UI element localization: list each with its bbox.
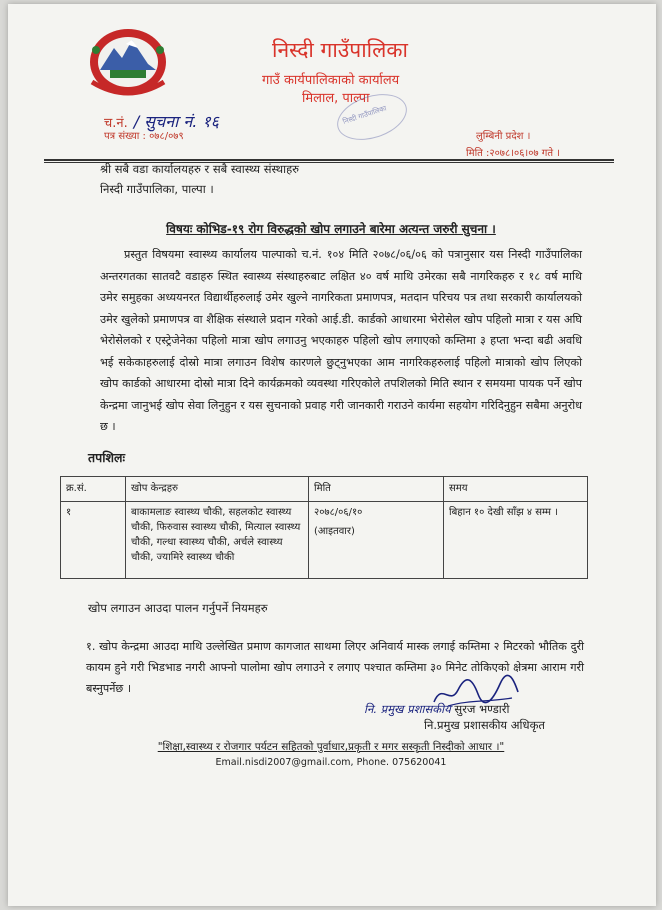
- chalani-handwritten: / सुचना नं. १६: [133, 112, 220, 131]
- contact-info: Email.nisdi2007@gmail.com, Phone. 075620041: [215, 757, 447, 768]
- header-divider: [44, 159, 614, 161]
- stamp-text: निस्दी गाउँपालिका: [341, 104, 388, 126]
- vaccination-schedule-table: [60, 476, 588, 579]
- recipient-line-1: श्री सबै वडा कार्यालयहरु र सबै स्वास्थ्य संस्थाहरु: [100, 162, 300, 176]
- recipient-line-2: निस्दी गाउँपालिका, पाल्पा ।: [100, 182, 214, 196]
- cell-time: बिहान १० देखी साँझ ४ सम्म ।: [444, 502, 588, 579]
- cell-date-value: २०७८/०६/१०: [314, 507, 363, 518]
- col-header-centers: खोप केन्द्रहरु: [126, 477, 309, 502]
- col-header-time: समय: [444, 477, 588, 502]
- office-subtitle: गाउँ कार्यपालिकाको कार्यालय: [262, 73, 400, 88]
- body-text: प्रस्तुत विषयमा स्वास्थ्य कार्यालय पाल्पाको च.नं. १०४ मिति २०७८/०६/०६ को पत्रानुसार यस निस्दी गाउँपालिका अन्तरगतका सातवटै वडाहरु स्थित स्वास्थ्य संस्थाहरुबाट लक्षित ४० वर्ष माथि उमेरका सबै नागरिकहरु र १८ वर्ष माथि उमेर समुहका अध्ययनरत विद्यार्थीहरुलाई उमेर खुल्ने नागरिकता प्रमाणपत्र, मतदान परिचय पत्र तथा सरकारी कार्यालयको उमेर खुलेको प्रमाणपत्र वा शैक्षिक संस्थाले प्रदान गरेको आई.डी. कार्डको आधारमा भेरोसेल खोप पहिलो मात्रा र यस अघि भेरोसेलको र एस्ट्रेजेनेका पहिलो मात्रा खोप लगाउनु भएकाहरु पहिलो खोप लगाएको कम्तिमा ३ हप्ता भन्दा बढी अवधि भई सकेकाहरुलाई दोस्रो मात्रा लगाउन विशेष कारणले छुट्नुभएका आम नागरिकहरुलाई पहिलो मात्राको खोप लिएको खोप कार्डको आधारमा दोस्रो मात्रा दिने कार्यक्रमको व्यवस्था गरिएकोले तपशिलको मिति स्थान र समयमा पायक पर्ने खोप केन्द्रमा जानुभई खोप सेवा लिनुहुन र यस सुचनाको प्रवाह गरी जानकारी गराउने कार्यमा सहयोग गरिदिनुहुन सबैमा अनुरोध छ ।: [100, 248, 582, 433]
- body-paragraph: [100, 244, 582, 438]
- letter-number: पत्र संख्या : ०७८/०७९: [104, 131, 184, 142]
- tapsil-heading: तपशिलः: [88, 450, 125, 465]
- cell-date-day: (आइतवार): [314, 526, 355, 537]
- col-header-sn: क्र.सं.: [61, 477, 126, 502]
- municipality-title: निस्दी गाउँपालिका: [272, 38, 408, 62]
- subject-line: विषयः कोभिड-१९ रोग विरुद्धको खोप लगाउने बारेमा अत्यन्त जरुरी सुचना ।: [166, 222, 496, 236]
- signatory-title: नि.प्रमुख प्रशासकीय अधिकृत: [424, 718, 545, 732]
- signature-handwritten: नि. प्रमुख प्रशासकीय: [364, 702, 451, 716]
- signatory-name: सुरज भण्डारी: [454, 702, 510, 716]
- table-header-row: [61, 477, 588, 502]
- chalani-label: च.नं.: [104, 116, 128, 131]
- signatory-line: [364, 702, 509, 717]
- rule-item: १. खोप केन्द्रमा आउदा माथि उल्लेखित प्रमाण कागजात साथमा लिएर अनिवार्य मास्क लगाई कम्तिमा २ मिटरको भौतिक दुरी कायम हुने गरी भिडभाड नगरी आफ्नो पालोमा खोप लगाउने र लगाए पश्चात कम्तिमा ३० मिनेट तोकिएको क्षेत्रमा आराम गरी बस्नुपर्नेछ ।: [86, 640, 584, 695]
- province-label: लुम्बिनी प्रदेश ।: [476, 131, 531, 142]
- nepal-emblem-icon: [86, 22, 170, 100]
- cell-date: [309, 502, 444, 579]
- table-row: [61, 502, 588, 579]
- col-header-date: मिति: [309, 477, 444, 502]
- cell-centers: बाकामलाङ स्वास्थ्य चौकी, सहलकोट स्वास्थ्य चौकी, फिरुवास स्वास्थ्य चौकी, मित्याल स्वास्थ्य चौकी, गल्धा स्वास्थ्य चौकी, अर्चले स्वास्थ्य चौकी, ज्यामिरे स्वास्थ्य चौकी: [126, 502, 309, 579]
- office-location: मिलाल, पाल्पा: [302, 91, 370, 106]
- letter-date: मिति :२०७८।०६।०७ गते ।: [466, 148, 561, 159]
- municipality-motto: "शिक्षा,स्वास्थ्य र रोजगार पर्यटन सहितको पुर्वाधार,प्रकृती र मगर सस्कृती निस्दीको आधार ।": [157, 741, 505, 753]
- cell-sn: १: [61, 502, 126, 579]
- rules-heading: खोप लगाउन आउदा पालन गर्नुपर्ने नियमहरु: [88, 601, 268, 615]
